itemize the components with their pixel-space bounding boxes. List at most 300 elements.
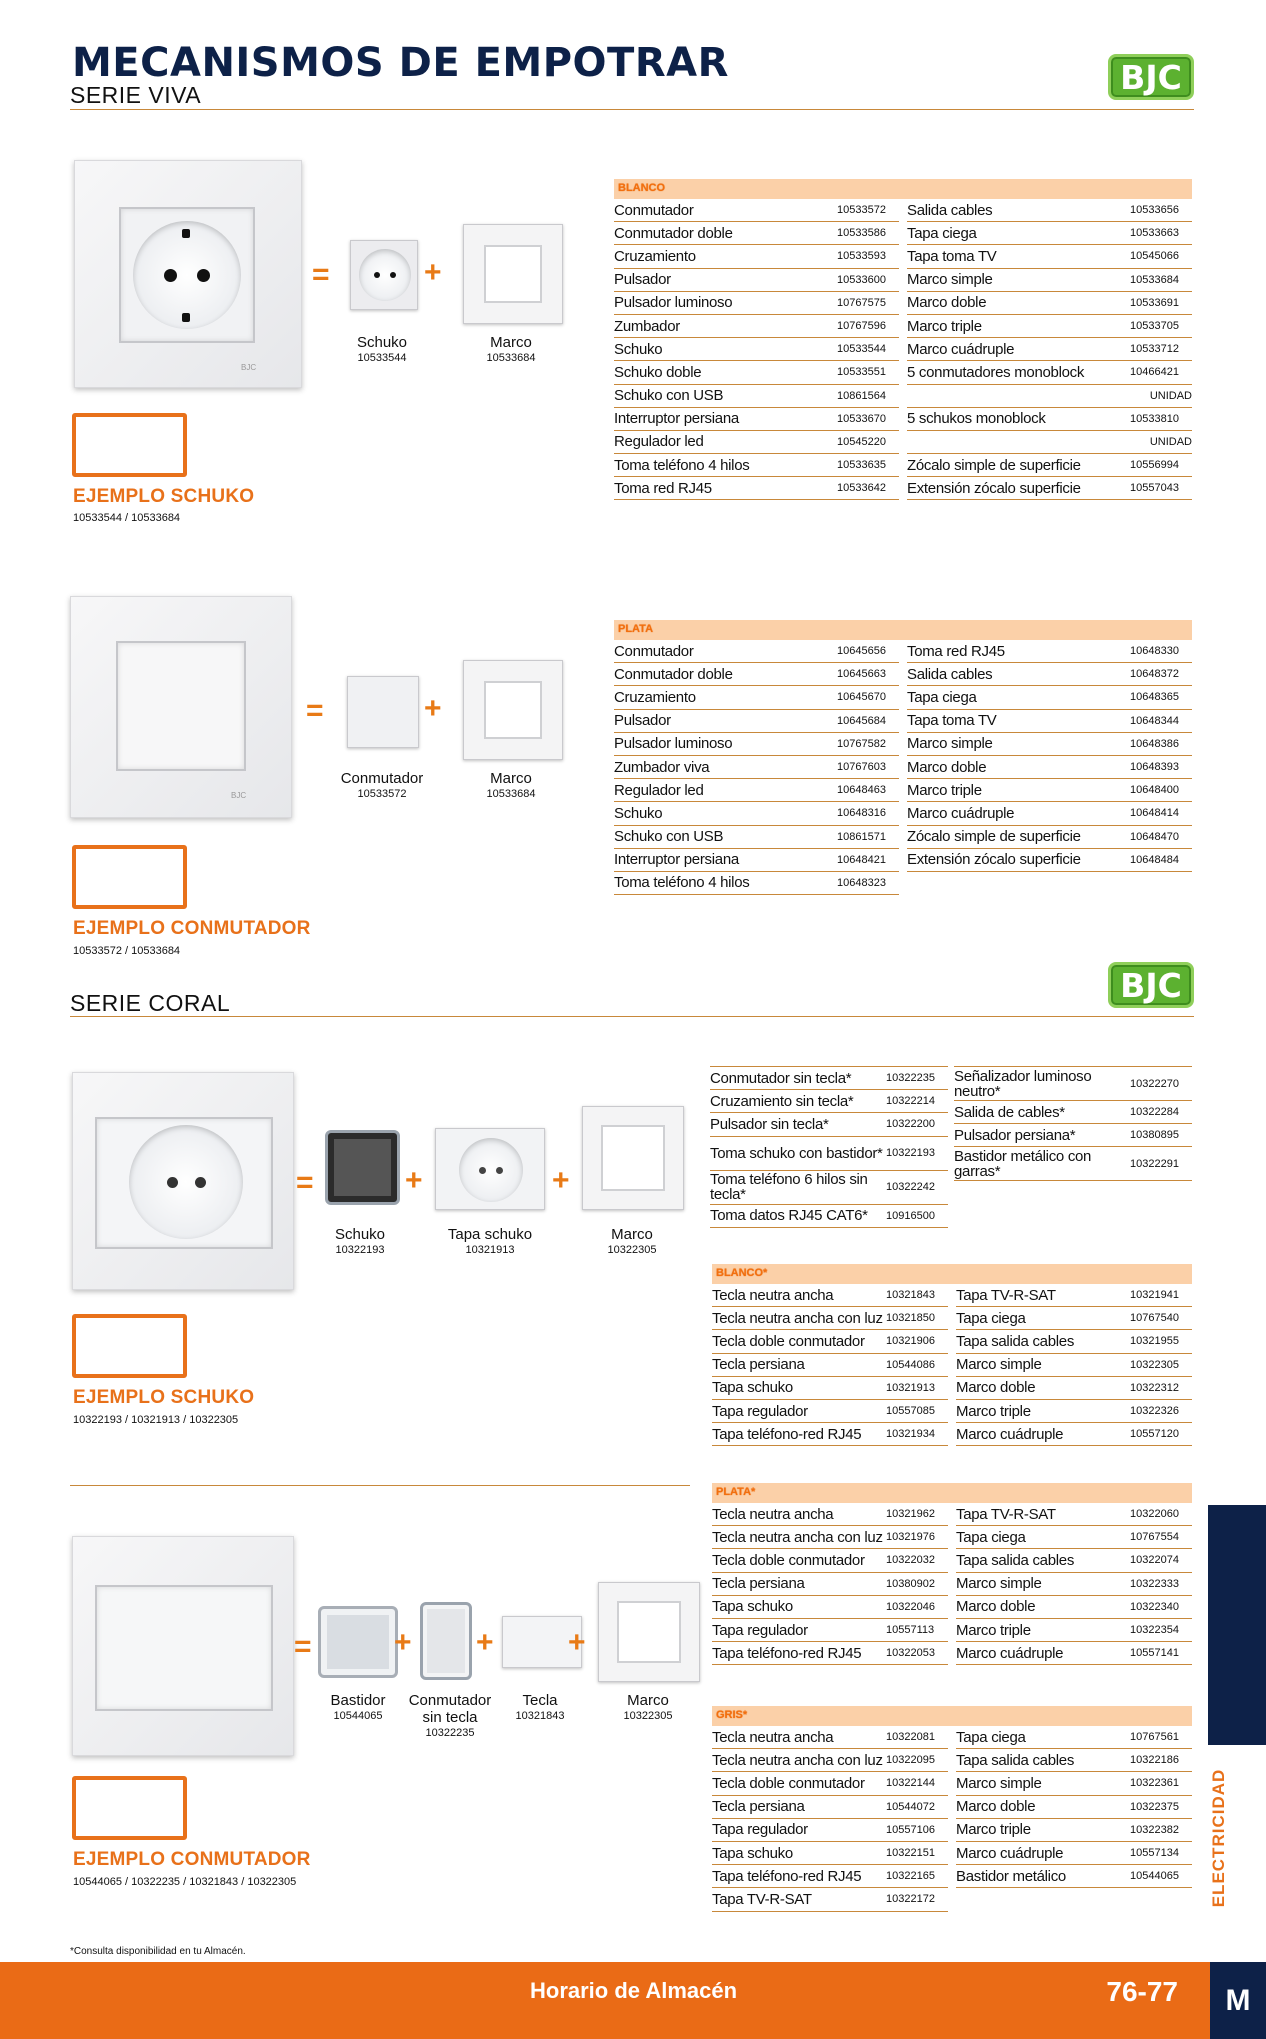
divider <box>70 109 1194 110</box>
item-name: Pulsador luminoso <box>614 735 733 753</box>
item-name: Schuko <box>614 340 663 358</box>
item-name: Regulador led <box>614 433 704 451</box>
example-codes: 10533572 / 10533684 <box>73 945 181 957</box>
part-caption: Tecla 10321843 <box>515 1692 565 1722</box>
footer-bar <box>0 1962 1266 2039</box>
table-row <box>614 779 899 802</box>
table-row <box>712 1596 948 1619</box>
table-row <box>956 1330 1192 1353</box>
item-code: 10648463 <box>837 784 886 797</box>
plus-icon: + <box>424 692 442 725</box>
section-label: ELECTRICIDAD <box>1209 1768 1228 1908</box>
table-row <box>614 477 899 500</box>
item-code: 10322382 <box>1130 1823 1179 1836</box>
item-name: Cruzamiento sin tecla* <box>710 1092 854 1110</box>
table-row <box>907 849 1192 872</box>
table-header: GRIS* <box>712 1706 1192 1726</box>
item-code: 10321906 <box>886 1335 935 1348</box>
item-code: 10322305 <box>1130 1358 1179 1371</box>
table-row <box>956 1596 1192 1619</box>
equals-icon: = <box>306 694 324 727</box>
item-name: 5 conmutadores monoblock <box>907 363 1085 381</box>
item-name: Pulsador <box>614 712 671 730</box>
table-row <box>614 338 899 361</box>
table-row <box>956 1526 1192 1549</box>
table-row <box>907 269 1192 292</box>
item-name: Tapa salida cables <box>956 1332 1075 1350</box>
item-name: Marco cuádruple <box>907 804 1015 822</box>
table-row <box>712 1796 948 1819</box>
table-row <box>614 872 899 895</box>
item-name: Zumbador <box>614 317 680 335</box>
item-code: 10916500 <box>886 1209 935 1222</box>
item-name: Tapa schuko <box>712 1844 793 1862</box>
page-numbers: 76-77 <box>1106 1976 1178 2007</box>
item-name: Conmutador <box>614 201 694 219</box>
item-name: Marco simple <box>956 1575 1042 1593</box>
marco-part-image <box>463 660 563 760</box>
bjc-logo: BJC <box>1108 54 1194 100</box>
coral-blanco-table <box>712 1264 1192 1446</box>
table-row <box>907 477 1192 500</box>
table-row <box>712 1888 948 1911</box>
item-name: Conmutador doble <box>614 224 733 242</box>
item-code: 10321913 <box>886 1381 935 1394</box>
item-name: Extensión zócalo superficie <box>907 479 1081 497</box>
item-code: 10533810 <box>1130 412 1179 425</box>
tapa-schuko-image <box>435 1128 545 1210</box>
item-code: 10321955 <box>1130 1335 1179 1348</box>
item-code: 10557134 <box>1130 1847 1179 1860</box>
item-code: 10648421 <box>837 853 886 866</box>
item-name: Schuko con USB <box>614 387 724 405</box>
item-name: Salida cables <box>907 201 993 219</box>
example-title: EJEMPLO CONMUTADOR <box>73 918 311 939</box>
item-code: 10767575 <box>837 296 886 309</box>
item-code: 10322151 <box>886 1847 935 1860</box>
table-row <box>712 1819 948 1842</box>
item-code: 10322361 <box>1130 1777 1179 1790</box>
item-name: Tapa salida cables <box>956 1551 1075 1569</box>
table-row <box>956 1354 1192 1377</box>
item-code: 10648344 <box>1130 714 1179 727</box>
item-code: 10322046 <box>886 1600 935 1613</box>
coral-gris-table <box>712 1706 1192 1912</box>
table-row <box>956 1842 1192 1865</box>
part-caption: Marco 10322305 <box>623 1692 673 1722</box>
plate-logo: BJC <box>231 791 247 800</box>
coral-schuko-plate-image <box>72 1072 294 1290</box>
item-code: 10322060 <box>1130 1508 1179 1521</box>
schuko-mechanism-image <box>325 1130 400 1205</box>
item-name: Tapa TV-R-SAT <box>956 1286 1056 1304</box>
item-name: Tapa ciega <box>907 688 977 706</box>
table-row <box>710 1090 948 1113</box>
item-code: 10533684 <box>1130 273 1179 286</box>
marco-part-image <box>582 1106 684 1210</box>
item-name: Tapa ciega <box>956 1528 1026 1546</box>
item-code: 10545066 <box>1130 250 1179 263</box>
item-code: 10466421 <box>1130 366 1179 379</box>
item-name: Tecla neutra ancha con luz <box>712 1528 883 1546</box>
table-row <box>907 315 1192 338</box>
table-row <box>956 1573 1192 1596</box>
table-row <box>712 1842 948 1865</box>
item-name: Pulsador <box>614 271 671 289</box>
table-row <box>614 826 899 849</box>
item-code: 10533544 <box>837 343 886 356</box>
table-row <box>712 1619 948 1642</box>
table-row <box>712 1865 948 1888</box>
table-row <box>712 1377 948 1400</box>
item-code: 10322242 <box>886 1181 935 1194</box>
part-caption: Bastidor 10544065 <box>330 1692 386 1722</box>
item-name: Marco triple <box>956 1621 1031 1639</box>
table-row <box>710 1205 948 1228</box>
item-name: Pulsador sin tecla* <box>710 1115 829 1133</box>
table-row <box>712 1526 948 1549</box>
item-name: Tapa toma TV <box>907 712 997 730</box>
item-name: Marco simple <box>956 1774 1042 1792</box>
item-name: Tapa teléfono-red RJ45 <box>712 1867 862 1885</box>
table-row <box>956 1423 1192 1446</box>
item-name: Cruzamiento <box>614 247 696 265</box>
item-name: Tecla persiana <box>712 1356 805 1374</box>
part-caption: Marco 10322305 <box>607 1226 657 1256</box>
item-name: Tecla persiana <box>712 1575 805 1593</box>
item-code: 10533572 <box>837 204 886 217</box>
table-row <box>712 1400 948 1423</box>
example-box <box>72 845 187 909</box>
item-code: 10648386 <box>1130 737 1179 750</box>
item-code: 10648414 <box>1130 807 1179 820</box>
item-name: Interruptor persiana <box>614 410 739 428</box>
table-row <box>710 1067 948 1090</box>
item-code: 10544072 <box>886 1800 935 1813</box>
item-code: 10767554 <box>1130 1531 1179 1544</box>
table-row <box>907 733 1192 756</box>
item-name: Conmutador sin tecla* <box>710 1069 852 1087</box>
table-row <box>956 1642 1192 1665</box>
item-code: 10767596 <box>837 320 886 333</box>
item-name: Zumbador viva <box>614 758 710 776</box>
plus-icon: + <box>405 1164 423 1197</box>
item-name: Toma teléfono 6 hilos sin tecla* <box>710 1172 868 1203</box>
item-code: 10648484 <box>1130 853 1179 866</box>
table-row <box>712 1330 948 1353</box>
plus-icon: + <box>552 1164 570 1197</box>
table-row <box>710 1113 948 1136</box>
item-code: 10322095 <box>886 1754 935 1767</box>
table-row <box>907 385 1192 408</box>
item-code: 10645663 <box>837 668 886 681</box>
item-name: Regulador led <box>614 781 704 799</box>
part-caption: Conmutador sin tecla 10322235 <box>408 1692 492 1739</box>
example-codes: 10322193 / 10321913 / 10322305 <box>73 1414 239 1426</box>
coral-conmutador-plate-image <box>72 1536 294 1756</box>
table-row <box>614 199 899 222</box>
table-row <box>907 338 1192 361</box>
item-code: 10321843 <box>886 1289 935 1302</box>
table-row <box>710 1171 948 1205</box>
table-row <box>712 1573 948 1596</box>
item-code: 10380895 <box>1130 1129 1179 1142</box>
item-name: Toma schuko con bastidor* <box>710 1145 883 1161</box>
item-code: 10533586 <box>837 227 886 240</box>
table-row <box>907 222 1192 245</box>
table-row <box>712 1772 948 1795</box>
item-name: Tecla neutra ancha <box>712 1728 834 1746</box>
item-code: 10557141 <box>1130 1647 1179 1660</box>
table-row <box>614 849 899 872</box>
item-name: Bastidor metálico <box>956 1867 1066 1885</box>
item-code: 10322291 <box>1130 1157 1179 1170</box>
table-row <box>907 245 1192 268</box>
table-row <box>712 1307 948 1330</box>
item-code: 10533670 <box>837 412 886 425</box>
table-row <box>614 408 899 431</box>
item-name: Toma datos RJ45 CAT6* <box>710 1207 868 1225</box>
table-row <box>712 1749 948 1772</box>
coral-plata-table <box>712 1483 1192 1665</box>
table-row <box>712 1549 948 1572</box>
item-code: 10380902 <box>886 1577 935 1590</box>
item-name: Marco simple <box>956 1356 1042 1374</box>
table-row <box>614 733 899 756</box>
table-row <box>710 1137 948 1171</box>
serie-viva-title: SERIE VIVA <box>70 82 202 108</box>
table-header: PLATA <box>614 620 1192 640</box>
item-code: 10767603 <box>837 761 886 774</box>
item-name: Tecla doble conmutador <box>712 1332 865 1350</box>
table-row <box>907 199 1192 222</box>
serie-coral-title: SERIE CORAL <box>70 990 231 1016</box>
item-name: Tecla neutra ancha <box>712 1286 834 1304</box>
table-row <box>956 1307 1192 1330</box>
item-code: 10322172 <box>886 1893 935 1906</box>
item-name: Toma red RJ45 <box>614 479 712 497</box>
item-code: 10533663 <box>1130 227 1179 240</box>
item-name: Tapa ciega <box>907 224 977 242</box>
item-code: UNIDAD <box>1149 389 1192 402</box>
item-code: 10533656 <box>1130 204 1179 217</box>
table-row <box>907 802 1192 825</box>
table-row <box>614 802 899 825</box>
item-code: 10544065 <box>1130 1870 1179 1883</box>
marco-part-image <box>463 224 563 324</box>
item-code: 10321850 <box>886 1312 935 1325</box>
viva-schuko-plate-image <box>74 160 302 388</box>
table-row <box>614 710 899 733</box>
item-code: 10544086 <box>886 1358 935 1371</box>
item-code: 10648393 <box>1130 761 1179 774</box>
item-name: Tecla neutra ancha con luz <box>712 1309 883 1327</box>
table-row <box>956 1772 1192 1795</box>
table-row <box>907 361 1192 384</box>
item-code: 10322326 <box>1130 1405 1179 1418</box>
equals-icon: = <box>296 1166 314 1199</box>
item-name: 5 schukos monoblock <box>907 410 1046 428</box>
item-code: 10861564 <box>837 389 886 402</box>
item-code: 10533642 <box>837 482 886 495</box>
item-name: Tecla doble conmutador <box>712 1551 865 1569</box>
item-name: Tapa schuko <box>712 1379 793 1397</box>
item-code: 10557106 <box>886 1823 935 1836</box>
item-code: 10322186 <box>1130 1754 1179 1767</box>
table-row <box>614 222 899 245</box>
item-name: Zócalo simple de superficie <box>907 456 1081 474</box>
example-box <box>72 413 187 477</box>
table-row <box>712 1423 948 1446</box>
item-name: Marco triple <box>907 317 982 335</box>
item-code: 10322375 <box>1130 1800 1179 1813</box>
viva-conmutador-plate-image <box>70 596 292 818</box>
table-row <box>907 710 1192 733</box>
item-code: 10322193 <box>886 1147 935 1160</box>
item-name: Tecla neutra ancha con luz <box>712 1751 883 1769</box>
plus-icon: + <box>424 256 442 289</box>
item-name: Conmutador doble <box>614 665 733 683</box>
part-caption: Tapa schuko 10321913 <box>447 1226 533 1256</box>
table-row <box>954 1067 1192 1101</box>
item-code: 10645684 <box>837 714 886 727</box>
table-row <box>907 292 1192 315</box>
item-name: Tapa teléfono-red RJ45 <box>712 1644 862 1662</box>
item-code: 10322074 <box>1130 1554 1179 1567</box>
table-row <box>907 663 1192 686</box>
item-name: Marco triple <box>907 781 982 799</box>
item-name: Bastidor metálico con garras* <box>954 1148 1092 1179</box>
item-name: Tapa regulador <box>712 1621 808 1639</box>
item-code: 10322312 <box>1130 1381 1179 1394</box>
item-code: 10648316 <box>837 807 886 820</box>
table-row <box>614 361 899 384</box>
table-row <box>614 269 899 292</box>
item-code: 10322235 <box>886 1072 935 1085</box>
item-name: Tecla neutra ancha <box>712 1505 834 1523</box>
item-code: 10533593 <box>837 250 886 263</box>
item-name: Marco cuádruple <box>907 340 1015 358</box>
brand-logo: M <box>1210 1962 1266 2039</box>
item-name: Interruptor persiana <box>614 851 739 869</box>
item-name: Zócalo simple de superficie <box>907 828 1081 846</box>
part-caption: Conmutador 10533572 <box>340 770 424 800</box>
table-row <box>614 385 899 408</box>
item-code: 10648372 <box>1130 668 1179 681</box>
plus-icon: + <box>476 1626 494 1659</box>
item-name: Tapa regulador <box>712 1402 808 1420</box>
example-title: EJEMPLO SCHUKO <box>73 1387 255 1408</box>
table-row <box>954 1147 1192 1181</box>
item-name: Schuko con USB <box>614 828 724 846</box>
item-code: 10533551 <box>837 366 886 379</box>
table-row <box>614 640 899 663</box>
table-row <box>956 1503 1192 1526</box>
item-name: Salida de cables* <box>954 1103 1065 1121</box>
table-row <box>614 315 899 338</box>
example-codes: 10533544 / 10533684 <box>73 512 181 524</box>
item-name: Tapa TV-R-SAT <box>712 1890 812 1908</box>
table-row <box>956 1865 1192 1888</box>
item-name: Marco doble <box>907 758 987 776</box>
equals-icon: = <box>312 258 330 291</box>
item-code: 10322340 <box>1130 1600 1179 1613</box>
item-name: Tapa ciega <box>956 1728 1026 1746</box>
item-code: 10533635 <box>837 459 886 472</box>
item-code: 10321962 <box>886 1508 935 1521</box>
item-code: UNIDAD <box>1149 435 1192 448</box>
bastidor-image <box>318 1606 398 1678</box>
table-row <box>956 1284 1192 1307</box>
table-row <box>954 1101 1192 1124</box>
part-caption: Marco 10533684 <box>486 770 536 800</box>
table-row <box>907 640 1192 663</box>
item-code: 10767561 <box>1130 1731 1179 1744</box>
plus-icon: + <box>568 1626 586 1659</box>
table-row <box>956 1819 1192 1842</box>
side-tab <box>1208 1505 1266 1745</box>
table-row <box>956 1726 1192 1749</box>
table-row <box>907 454 1192 477</box>
example-box <box>72 1314 187 1378</box>
item-name: Marco cuádruple <box>956 1844 1064 1862</box>
equals-icon: = <box>294 1630 312 1663</box>
item-code: 10322200 <box>886 1118 935 1131</box>
item-code: 10648400 <box>1130 784 1179 797</box>
item-name: Tapa toma TV <box>907 247 997 265</box>
item-code: 10557120 <box>1130 1428 1179 1441</box>
example-title: EJEMPLO SCHUKO <box>73 486 255 507</box>
item-code: 10645656 <box>837 645 886 658</box>
item-code: 10557085 <box>886 1405 935 1418</box>
item-name: Marco doble <box>956 1798 1036 1816</box>
table-row <box>614 686 899 709</box>
footnote: *Consulta disponibilidad en tu Almacén. <box>70 1946 246 1957</box>
marco-part-image <box>598 1582 700 1682</box>
item-code: 10322165 <box>886 1870 935 1883</box>
item-name: Marco simple <box>907 271 993 289</box>
table-row <box>712 1642 948 1665</box>
viva-plata-table <box>614 620 1192 895</box>
table-row <box>907 826 1192 849</box>
schuko-part-image <box>350 240 418 310</box>
item-name: Marco simple <box>907 735 993 753</box>
item-name: Cruzamiento <box>614 688 696 706</box>
item-name: Schuko <box>614 804 663 822</box>
item-name: Extensión zócalo superficie <box>907 851 1081 869</box>
plate-logo: BJC <box>241 363 257 372</box>
table-row <box>712 1503 948 1526</box>
conmutador-part-image <box>347 676 419 748</box>
item-name: Marco triple <box>956 1821 1031 1839</box>
item-code: 10322284 <box>1130 1106 1179 1119</box>
item-code: 10533600 <box>837 273 886 286</box>
table-row <box>614 663 899 686</box>
item-name: Señalizador luminoso neutro* <box>954 1068 1092 1099</box>
bjc-logo: BJC <box>1108 962 1194 1008</box>
table-row <box>907 431 1192 454</box>
item-code: 10322144 <box>886 1777 935 1790</box>
table-row <box>614 245 899 268</box>
item-name: Conmutador <box>614 642 694 660</box>
item-code: 10322053 <box>886 1647 935 1660</box>
table-row <box>614 431 899 454</box>
table-row <box>614 756 899 779</box>
footer-title: Horario de Almacén <box>530 1978 738 2003</box>
item-name: Marco doble <box>956 1379 1036 1397</box>
item-name: Tecla persiana <box>712 1798 805 1816</box>
item-name: Tapa ciega <box>956 1309 1026 1327</box>
